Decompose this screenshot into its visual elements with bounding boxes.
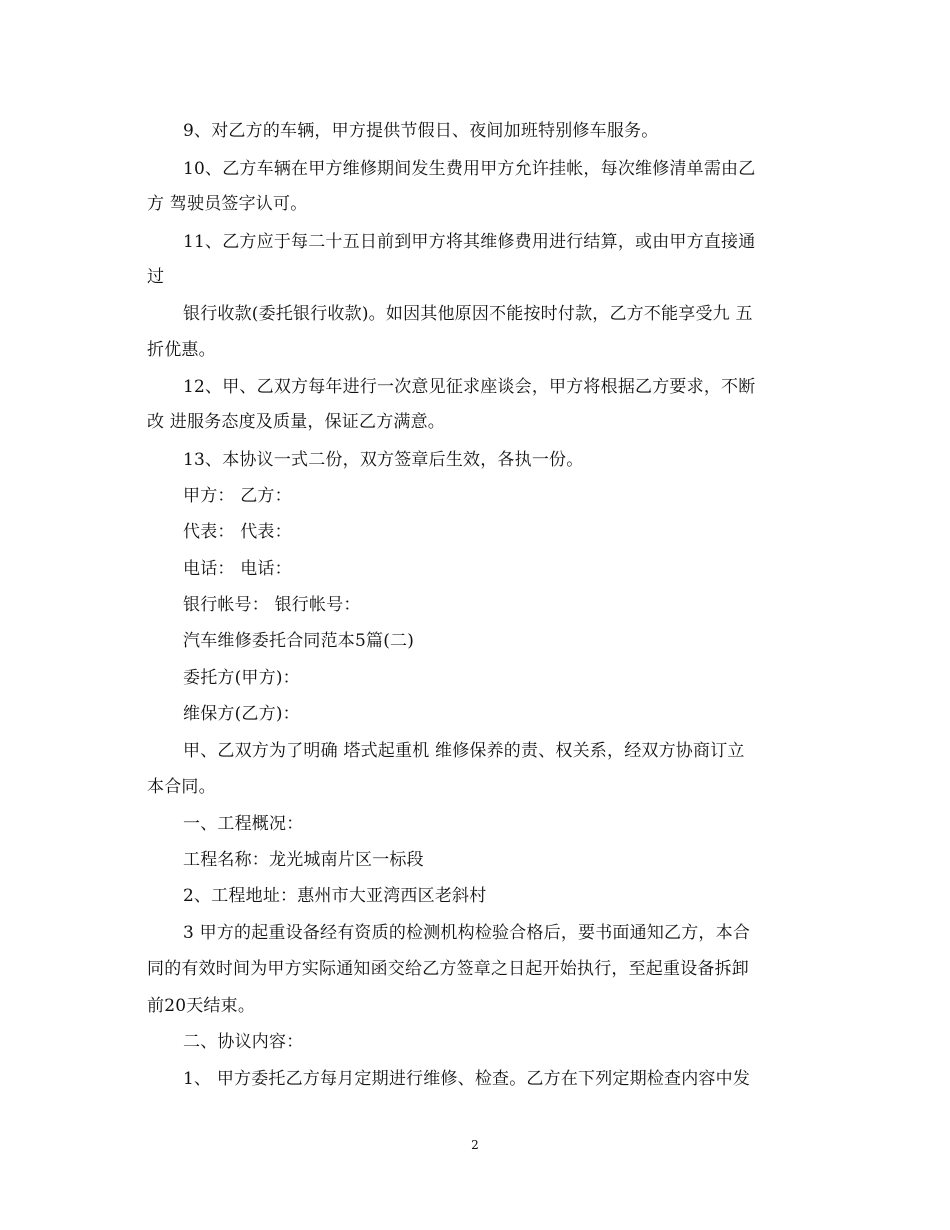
agreement-content-heading: 二、协议内容：	[183, 1032, 304, 1052]
inspection-notice-line-3: 前20天结束。	[147, 996, 256, 1016]
clause-9: 9、对乙方的车辆，甲方提供节假日、夜间加班特别修车服务。	[183, 121, 659, 141]
inspection-notice-line-2: 同的有效时间为甲方实际通知函交给乙方签章之日起开始执行，至起重设备拆卸	[147, 959, 749, 979]
project-overview-heading: 一、工程概况：	[183, 814, 304, 834]
clause-12-line-1: 12、甲、乙双方每年进行一次意见征求座谈会，甲方将根据乙方要求，不断	[183, 377, 756, 397]
clause-13: 13、本协议一式二份，双方签章后生效，各执一份。	[183, 450, 584, 470]
clause-11-line-2: 过	[147, 267, 165, 287]
client-party-line: 委托方(甲方)：	[183, 668, 300, 688]
clause-10-line-1: 10、乙方车辆在甲方维修期间发生费用甲方允许挂帐，每次维修清单需由乙	[183, 159, 756, 179]
page-number: 2	[471, 1138, 479, 1152]
contract-purpose-line-2: 本合同。	[147, 777, 216, 797]
signature-phone-line: 电话： 电话：	[183, 559, 292, 579]
service-party-line: 维保方(乙方)：	[183, 704, 300, 724]
signature-party-line: 甲方： 乙方：	[183, 486, 292, 506]
signature-bank-account-line: 银行帐号： 银行帐号：	[183, 595, 361, 615]
agreement-item-1-line-1: 1、 甲方委托乙方每月定期进行维修、检查。乙方在下列定期检查内容中发	[183, 1069, 751, 1089]
clause-11-line-4: 折优惠。	[147, 340, 216, 360]
signature-representative-line: 代表： 代表：	[183, 522, 292, 542]
clause-10-line-2: 方 驾驶员签字认可。	[147, 194, 308, 214]
clause-11-line-3: 银行收款(委托银行收款)。如因其他原因不能按时付款，乙方不能享受九 五	[183, 304, 753, 324]
project-name-line: 工程名称：龙光城南片区一标段	[183, 850, 424, 870]
inspection-notice-line-1: 3 甲方的起重设备经有资质的检测机构检验合格后，要书面通知乙方，本合	[183, 923, 751, 943]
section-title: 汽车维修委托合同范本5篇(二)	[183, 631, 415, 651]
clause-12-line-2: 改 进服务态度及质量，保证乙方满意。	[147, 412, 446, 432]
project-address-line: 2、工程地址：惠州市大亚湾西区老斜村	[183, 886, 487, 906]
clause-11-line-1: 11、乙方应于每二十五日前到甲方将其维修费用进行结算，或由甲方直接通	[183, 232, 756, 252]
contract-purpose-line-1: 甲、乙双方为了明确 塔式起重机 维修保养的责、权关系，经双方协商订立	[183, 741, 745, 761]
